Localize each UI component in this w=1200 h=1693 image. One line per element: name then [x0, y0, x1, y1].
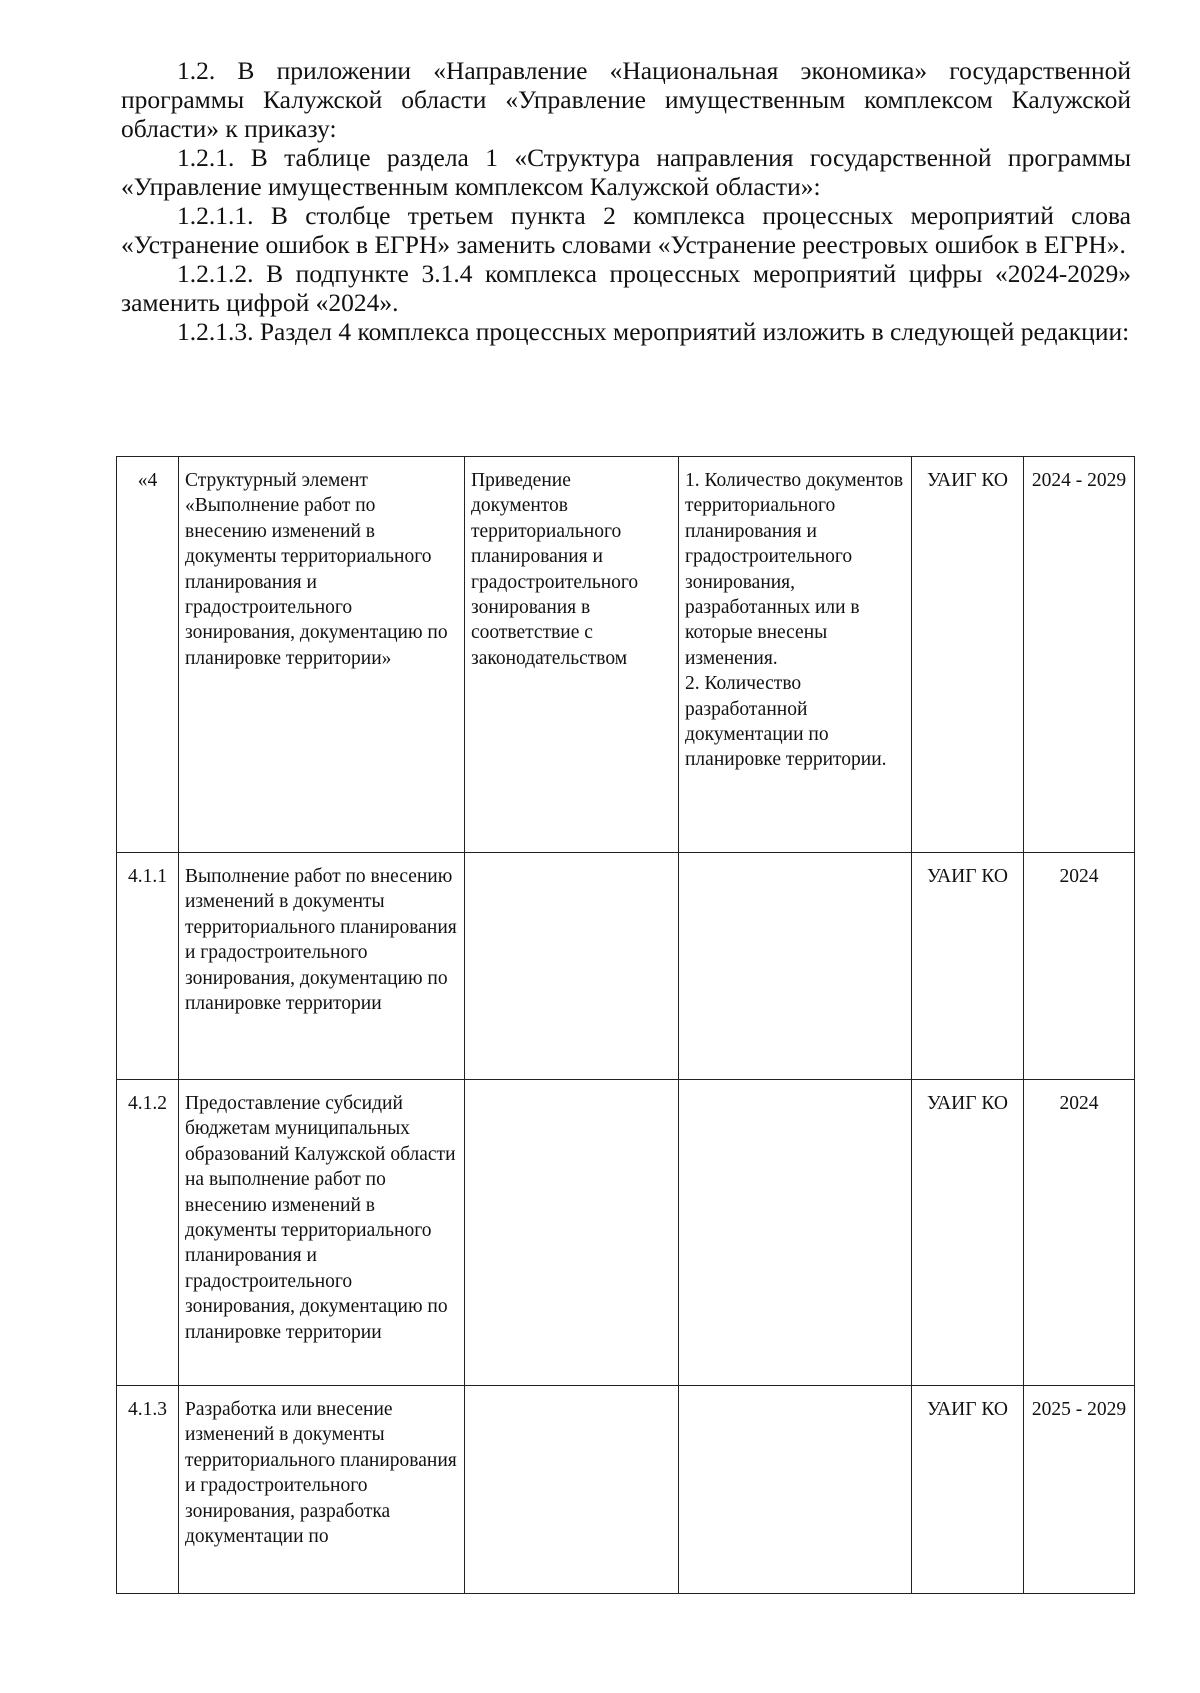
indicator-2: 2. Количество разработанной документации по планировке территории. [685, 673, 887, 771]
responsible-cell: УАИГ КО [912, 1080, 1024, 1386]
task-cell [465, 853, 679, 1080]
period-cell: 2024 [1024, 853, 1135, 1080]
structural-element-cell: Разработка или внесение изменений в документы территориального планирования и градостроительного зонирования, разработка документации по [179, 1386, 465, 1594]
responsible-cell: УАИГ КО [912, 1386, 1024, 1594]
paragraph-1-2-1-3: 1.2.1.3. Раздел 4 комплекса процессных мероприятий изложить в следующей редакции: [177, 317, 1130, 346]
period-cell: 2024 - 2029 [1024, 457, 1135, 853]
paragraph-1-2-1-1: 1.2.1.1. В столбце третьем пункта 2 комплекса процессных мероприятий слова «Устранение ошибок в ЕГРН» заменить словами «Устранение реестровых ошибок в ЕГРН». [121, 201, 1131, 259]
structural-element-cell: Предоставление субсидий бюджетам муниципальных образований Калужской области на выполнение работ по внесению изменений в документы территориального планирования и градостроительного зонирования, документацию по планировке территории [179, 1080, 465, 1386]
indicator-cell [679, 457, 912, 853]
table-row [117, 853, 1135, 1080]
structural-element-cell: Структурный элемент «Выполнение работ по внесению изменений в документы территориального планирования и градостроительного зонирования, документацию по планировке территории» [179, 457, 465, 853]
row-number: 4.1.1 [117, 853, 179, 1080]
table-row [117, 457, 1135, 853]
responsible-cell: УАИГ КО [912, 853, 1024, 1080]
indicator-cell [679, 1080, 912, 1386]
table-row [117, 1080, 1135, 1386]
order-text [121, 56, 1131, 346]
period-cell: 2024 [1024, 1080, 1135, 1386]
period-cell: 2025 - 2029 [1024, 1386, 1135, 1594]
task-cell [465, 1080, 679, 1386]
structural-element-cell: Выполнение работ по внесению изменений в документы территориального планирования и градостроительного зонирования, документацию по планировке территории [179, 853, 465, 1080]
task-cell: Приведение документов территориального планирования и градостроительного зонирования в соответствие с законодательством [465, 457, 679, 853]
indicator-cell [679, 853, 912, 1080]
paragraph-1-2: 1.2. В приложении «Направление «Национальная экономика» государственной программы Калужской области «Управление имущественным комплексом Калужской области» к приказу: [121, 56, 1131, 143]
paragraph-1-2-1: 1.2.1. В таблице раздела 1 «Структура направления государственной программы «Управление имущественным комплексом Калужской области»: [121, 143, 1131, 201]
indicator-cell [679, 1386, 912, 1594]
table-row [117, 1386, 1135, 1594]
responsible-cell: УАИГ КО [912, 457, 1024, 853]
row-number: 4.1.3 [117, 1386, 179, 1594]
row-number: 4.1.2 [117, 1080, 179, 1386]
row-number: «4 [117, 457, 179, 853]
indicator-1: 1. Количество документов территориального планирования и градостроительного зонирования, разработанных или в которые внесены изменения. [685, 470, 904, 669]
structure-table [116, 456, 1135, 1594]
task-cell [465, 1386, 679, 1594]
paragraph-1-2-1-2: 1.2.1.2. В подпункте 3.1.4 комплекса процессных мероприятий цифры «2024-2029» заменить цифрой «2024». [121, 259, 1131, 317]
